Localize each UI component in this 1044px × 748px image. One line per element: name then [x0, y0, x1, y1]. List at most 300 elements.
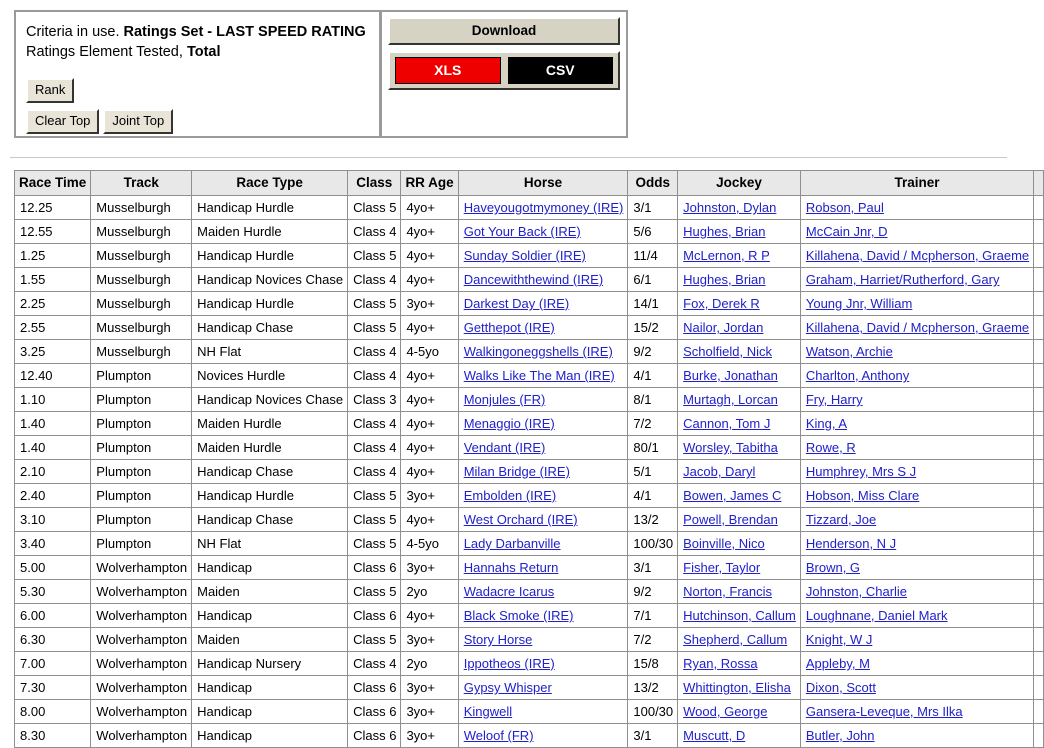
- cell-class: Class 4: [348, 364, 401, 388]
- cell-extra: [1034, 364, 1044, 388]
- cell-rr-age: 4yo+: [401, 268, 458, 292]
- cell-horse[interactable]: [458, 292, 628, 316]
- cell-track: Plumpton: [91, 364, 192, 388]
- cell-extra: [1034, 292, 1044, 316]
- table-row: [15, 196, 1044, 220]
- cell-trainer[interactable]: [800, 580, 1033, 604]
- cell-race-time: 3.25: [15, 340, 91, 364]
- table-header-row: [15, 171, 1044, 196]
- cell-trainer[interactable]: [800, 268, 1033, 292]
- cell-rr-age: 4yo+: [401, 508, 458, 532]
- cell-trainer-link[interactable]: Hobson, Miss Clare: [805, 488, 920, 503]
- cell-trainer-link[interactable]: McCain Jnr, D: [805, 224, 888, 239]
- cell-extra: [1034, 244, 1044, 268]
- table-row: [15, 364, 1044, 388]
- cell-jockey-link[interactable]: Boinville, Nico: [683, 536, 765, 551]
- cell-track: Wolverhampton: [91, 628, 192, 652]
- cell-class: Class 5: [348, 532, 401, 556]
- cell-trainer[interactable]: [800, 460, 1033, 484]
- cell-jockey[interactable]: [678, 412, 801, 436]
- cell-race-time: 6.00: [15, 604, 91, 628]
- cell-horse-link[interactable]: West Orchard (IRE): [463, 512, 578, 527]
- cell-jockey[interactable]: [678, 724, 801, 748]
- cell-trainer-link[interactable]: King, A: [805, 416, 848, 431]
- cell-class: Class 6: [348, 700, 401, 724]
- cell-race-time: 6.30: [15, 628, 91, 652]
- cell-trainer[interactable]: [800, 316, 1033, 340]
- cell-race-time: 7.00: [15, 652, 91, 676]
- cell-jockey[interactable]: [678, 436, 801, 460]
- cell-rr-age: 3yo+: [401, 292, 458, 316]
- cell-jockey[interactable]: [678, 364, 801, 388]
- cell-horse-link[interactable]: Vendant (IRE): [463, 440, 546, 455]
- cell-jockey-link[interactable]: Muscutt, D: [683, 728, 746, 743]
- clear-top-button[interactable]: Clear Top: [26, 109, 99, 134]
- cell-trainer[interactable]: [800, 220, 1033, 244]
- cell-horse[interactable]: [458, 460, 628, 484]
- table-row: [15, 220, 1044, 244]
- cell-track: Wolverhampton: [91, 556, 192, 580]
- cell-horse-link[interactable]: Weloof (FR): [463, 728, 534, 743]
- cell-race-type: NH Flat: [192, 340, 348, 364]
- criteria-element-prefix: Ratings Element Tested,: [26, 44, 183, 60]
- cell-track: Musselburgh: [91, 268, 192, 292]
- table-row: [15, 676, 1044, 700]
- joint-top-button[interactable]: Joint Top: [103, 109, 173, 134]
- cell-horse[interactable]: [458, 436, 628, 460]
- cell-track: Wolverhampton: [91, 604, 192, 628]
- cell-horse[interactable]: [458, 412, 628, 436]
- cell-extra: [1034, 628, 1044, 652]
- cell-trainer-link[interactable]: Fry, Harry: [805, 392, 863, 407]
- cell-extra: [1034, 532, 1044, 556]
- cell-jockey-link[interactable]: Burke, Jonathan: [683, 368, 778, 383]
- cell-race-time: 1.25: [15, 244, 91, 268]
- criteria-set-line: [26, 22, 369, 42]
- cell-jockey-link[interactable]: Fisher, Taylor: [683, 560, 761, 575]
- cell-race-time: 12.40: [15, 364, 91, 388]
- cell-jockey-link[interactable]: Scholfield, Nick: [683, 344, 773, 359]
- cell-jockey-link[interactable]: Whittington, Elisha: [683, 680, 791, 695]
- cell-trainer-link[interactable]: Johnston, Charlie: [805, 584, 908, 599]
- cell-race-type: Handicap Chase: [192, 460, 348, 484]
- cell-trainer-link[interactable]: Rowe, R: [805, 440, 856, 455]
- cell-jockey-link[interactable]: Johnston, Dylan: [683, 200, 777, 215]
- cell-trainer[interactable]: [800, 244, 1033, 268]
- cell-rr-age: 3yo+: [401, 556, 458, 580]
- cell-trainer-link[interactable]: Killahena, David / Mcpherson, Graeme: [805, 320, 1030, 335]
- cell-track: Musselburgh: [91, 316, 192, 340]
- column-header-extra: [1034, 171, 1044, 196]
- cell-race-time: 1.55: [15, 268, 91, 292]
- cell-race-type: Maiden Hurdle: [192, 436, 348, 460]
- column-header-track[interactable]: Track: [91, 171, 192, 196]
- cell-extra: [1034, 700, 1044, 724]
- cell-trainer[interactable]: [800, 388, 1033, 412]
- cell-track: Wolverhampton: [91, 724, 192, 748]
- cell-odds: 13/2: [628, 508, 678, 532]
- cell-trainer[interactable]: [800, 292, 1033, 316]
- cell-track: Plumpton: [91, 436, 192, 460]
- cell-race-time: 1.10: [15, 388, 91, 412]
- cell-extra: [1034, 508, 1044, 532]
- cell-race-type: Maiden: [192, 628, 348, 652]
- cell-race-time: 3.10: [15, 508, 91, 532]
- table-row: [15, 556, 1044, 580]
- cell-horse-link[interactable]: Sunday Soldier (IRE): [463, 248, 586, 263]
- cell-race-type: Handicap: [192, 700, 348, 724]
- cell-jockey[interactable]: [678, 292, 801, 316]
- cell-trainer[interactable]: [800, 652, 1033, 676]
- cell-rr-age: 3yo+: [401, 676, 458, 700]
- cell-race-type: Handicap: [192, 604, 348, 628]
- cell-race-time: 1.40: [15, 412, 91, 436]
- cell-jockey[interactable]: [678, 196, 801, 220]
- cell-track: Musselburgh: [91, 196, 192, 220]
- cell-horse[interactable]: [458, 316, 628, 340]
- column-header-class[interactable]: Class: [348, 171, 401, 196]
- cell-trainer-link[interactable]: Knight, W J: [805, 632, 873, 647]
- cell-extra: [1034, 580, 1044, 604]
- cell-race-type: Maiden: [192, 580, 348, 604]
- column-header-jockey[interactable]: Jockey: [678, 171, 801, 196]
- table-row: [15, 244, 1044, 268]
- cell-trainer-link[interactable]: Charlton, Anthony: [805, 368, 910, 383]
- cell-horse-link[interactable]: Gypsy Whisper: [463, 680, 552, 695]
- table-row: [15, 460, 1044, 484]
- cell-trainer-link[interactable]: Brown, G: [805, 560, 861, 575]
- cell-odds: 8/1: [628, 388, 678, 412]
- cell-jockey-link[interactable]: Wood, George: [683, 704, 768, 719]
- cell-extra: [1034, 676, 1044, 700]
- cell-horse-link[interactable]: Haveyougotmymoney (IRE): [463, 200, 624, 215]
- cell-trainer-link[interactable]: Young Jnr, William: [805, 296, 913, 311]
- cell-horse-link[interactable]: Ippotheos (IRE): [463, 656, 555, 671]
- cell-extra: [1034, 556, 1044, 580]
- table-row: [15, 436, 1044, 460]
- cell-odds: 15/8: [628, 652, 678, 676]
- table-row: [15, 580, 1044, 604]
- cell-track: Plumpton: [91, 388, 192, 412]
- cell-horse-link[interactable]: Kingwell: [463, 704, 513, 719]
- cell-horse[interactable]: [458, 244, 628, 268]
- cell-extra: [1034, 196, 1044, 220]
- cell-horse[interactable]: [458, 364, 628, 388]
- cell-trainer[interactable]: [800, 196, 1033, 220]
- cell-trainer-link[interactable]: Dixon, Scott: [805, 680, 876, 695]
- cell-track: Musselburgh: [91, 244, 192, 268]
- cell-race-time: 2.40: [15, 484, 91, 508]
- cell-rr-age: 4yo+: [401, 316, 458, 340]
- cell-extra: [1034, 484, 1044, 508]
- download-panel: [380, 10, 628, 138]
- cell-race-type: Maiden Hurdle: [192, 412, 348, 436]
- cell-extra: [1034, 268, 1044, 292]
- criteria-panel: [14, 10, 380, 138]
- cell-jockey[interactable]: [678, 508, 801, 532]
- cell-horse[interactable]: [458, 676, 628, 700]
- table-row: [15, 652, 1044, 676]
- cell-jockey-link[interactable]: Hughes, Brian: [683, 272, 766, 287]
- cell-class: Class 6: [348, 676, 401, 700]
- table-row: [15, 484, 1044, 508]
- cell-jockey-link[interactable]: McLernon, R P: [683, 248, 770, 263]
- table-row: [15, 532, 1044, 556]
- cell-race-type: Handicap Chase: [192, 508, 348, 532]
- cell-horse[interactable]: [458, 652, 628, 676]
- cell-odds: 100/30: [628, 700, 678, 724]
- cell-horse[interactable]: [458, 724, 628, 748]
- download-title: Download: [388, 17, 620, 45]
- cell-trainer[interactable]: [800, 532, 1033, 556]
- cell-horse-link[interactable]: Walkingoneggshells (IRE): [463, 344, 613, 359]
- cell-race-type: Maiden Hurdle: [192, 220, 348, 244]
- column-header-odds[interactable]: Odds: [628, 171, 678, 196]
- cell-trainer-link[interactable]: Robson, Paul: [805, 200, 884, 215]
- cell-rr-age: 4yo+: [401, 196, 458, 220]
- cell-jockey[interactable]: [678, 460, 801, 484]
- cell-jockey[interactable]: [678, 580, 801, 604]
- cell-class: Class 5: [348, 580, 401, 604]
- cell-race-type: Handicap Novices Chase: [192, 388, 348, 412]
- cell-trainer[interactable]: [800, 340, 1033, 364]
- cell-horse[interactable]: [458, 700, 628, 724]
- cell-jockey-link[interactable]: Hughes, Brian: [683, 224, 766, 239]
- cell-trainer[interactable]: [800, 556, 1033, 580]
- cell-jockey[interactable]: [678, 532, 801, 556]
- cell-horse-link[interactable]: Wadacre Icarus: [463, 584, 555, 599]
- cell-race-time: 5.30: [15, 580, 91, 604]
- cell-trainer[interactable]: [800, 700, 1033, 724]
- cell-extra: [1034, 652, 1044, 676]
- table-row: [15, 412, 1044, 436]
- cell-trainer[interactable]: [800, 676, 1033, 700]
- cell-race-type: Handicap Chase: [192, 316, 348, 340]
- cell-track: Wolverhampton: [91, 676, 192, 700]
- cell-jockey-link[interactable]: Norton, Francis: [683, 584, 773, 599]
- cell-horse[interactable]: [458, 340, 628, 364]
- cell-rr-age: 4yo+: [401, 412, 458, 436]
- cell-odds: 100/30: [628, 532, 678, 556]
- cell-trainer[interactable]: [800, 724, 1033, 748]
- download-csv-button[interactable]: CSV: [508, 57, 614, 84]
- cell-trainer[interactable]: [800, 484, 1033, 508]
- cell-trainer[interactable]: [800, 412, 1033, 436]
- cell-race-type: Handicap Hurdle: [192, 244, 348, 268]
- cell-horse[interactable]: [458, 580, 628, 604]
- cell-horse-link[interactable]: Black Smoke (IRE): [463, 608, 574, 623]
- cell-horse[interactable]: [458, 484, 628, 508]
- cell-horse-link[interactable]: Darkest Day (IRE): [463, 296, 570, 311]
- cell-jockey[interactable]: [678, 628, 801, 652]
- column-header-race-type[interactable]: Race Type: [192, 171, 348, 196]
- cell-class: Class 4: [348, 340, 401, 364]
- cell-odds: 7/2: [628, 412, 678, 436]
- table-row: [15, 724, 1044, 748]
- cell-class: Class 5: [348, 196, 401, 220]
- cell-trainer-link[interactable]: Killahena, David / Mcpherson, Graeme: [805, 248, 1030, 263]
- cell-horse-link[interactable]: Menaggio (IRE): [463, 416, 555, 431]
- cell-jockey-link[interactable]: Fox, Derek R: [683, 296, 760, 311]
- cell-jockey[interactable]: [678, 388, 801, 412]
- cell-odds: 14/1: [628, 292, 678, 316]
- top-controls-row: [26, 109, 369, 134]
- cell-trainer-link[interactable]: Henderson, N J: [805, 536, 897, 551]
- cell-trainer[interactable]: [800, 364, 1033, 388]
- cell-horse-link[interactable]: Lady Darbanville: [463, 536, 561, 551]
- cell-jockey[interactable]: [678, 556, 801, 580]
- cell-horse-link[interactable]: Embolden (IRE): [463, 488, 557, 503]
- cell-horse-link[interactable]: Dancewiththewind (IRE): [463, 272, 604, 287]
- cell-horse[interactable]: [458, 508, 628, 532]
- rank-row: [26, 78, 369, 103]
- cell-track: Plumpton: [91, 532, 192, 556]
- cell-trainer-link[interactable]: Watson, Archie: [805, 344, 893, 359]
- table-row: [15, 508, 1044, 532]
- cell-rr-age: 4yo+: [401, 364, 458, 388]
- cell-extra: [1034, 604, 1044, 628]
- column-header-trainer[interactable]: Trainer: [800, 171, 1033, 196]
- cell-extra: [1034, 340, 1044, 364]
- cell-class: Class 4: [348, 268, 401, 292]
- cell-extra: [1034, 388, 1044, 412]
- cell-horse[interactable]: [458, 388, 628, 412]
- cell-jockey[interactable]: [678, 700, 801, 724]
- cell-jockey-link[interactable]: Jacob, Daryl: [683, 464, 756, 479]
- criteria-element-value: Total: [186, 44, 221, 60]
- cell-odds: 7/1: [628, 604, 678, 628]
- cell-jockey-link[interactable]: Cannon, Tom J: [683, 416, 771, 431]
- cell-horse[interactable]: [458, 220, 628, 244]
- cell-odds: 11/4: [628, 244, 678, 268]
- cell-jockey-link[interactable]: Hutchinson, Callum: [683, 608, 796, 623]
- cell-horse-link[interactable]: Story Horse: [463, 632, 533, 647]
- cell-trainer-link[interactable]: Appleby, M: [805, 656, 870, 671]
- cell-horse-link[interactable]: Monjules (FR): [463, 392, 546, 407]
- section-divider: [10, 157, 1007, 158]
- cell-race-time: 5.00: [15, 556, 91, 580]
- cell-extra: [1034, 412, 1044, 436]
- cell-class: Class 6: [348, 604, 401, 628]
- cell-trainer[interactable]: [800, 628, 1033, 652]
- cell-rr-age: 4-5yo: [401, 340, 458, 364]
- cell-jockey[interactable]: [678, 268, 801, 292]
- cell-jockey-link[interactable]: Powell, Brendan: [683, 512, 778, 527]
- table-row: [15, 316, 1044, 340]
- table-row: [15, 268, 1044, 292]
- cell-odds: 9/2: [628, 340, 678, 364]
- cell-jockey[interactable]: [678, 244, 801, 268]
- table-row: [15, 700, 1044, 724]
- cell-trainer[interactable]: [800, 436, 1033, 460]
- cell-horse-link[interactable]: Milan Bridge (IRE): [463, 464, 570, 479]
- cell-jockey[interactable]: [678, 604, 801, 628]
- cell-class: Class 4: [348, 652, 401, 676]
- criteria-set-value: Ratings Set - LAST SPEED RATING: [123, 24, 366, 40]
- cell-horse-link[interactable]: Walks Like The Man (IRE): [463, 368, 615, 383]
- cell-rr-age: 4-5yo: [401, 532, 458, 556]
- cell-trainer-link[interactable]: Gansera-Leveque, Mrs Ilka: [805, 704, 963, 719]
- cell-jockey[interactable]: [678, 652, 801, 676]
- download-xls-button[interactable]: XLS: [395, 57, 501, 84]
- column-header-rr-age[interactable]: RR Age: [401, 171, 458, 196]
- cell-trainer-link[interactable]: Butler, John: [805, 728, 875, 743]
- cell-horse-link[interactable]: Getthepot (IRE): [463, 320, 555, 335]
- cell-race-type: Handicap: [192, 556, 348, 580]
- cell-track: Wolverhampton: [91, 652, 192, 676]
- criteria-prefix: Criteria in use.: [26, 24, 120, 40]
- cell-class: Class 4: [348, 460, 401, 484]
- cell-class: Class 5: [348, 316, 401, 340]
- cell-jockey[interactable]: [678, 676, 801, 700]
- column-header-horse[interactable]: Horse: [458, 171, 628, 196]
- cell-odds: 5/6: [628, 220, 678, 244]
- cell-horse[interactable]: [458, 628, 628, 652]
- cell-jockey-link[interactable]: Worsley, Tabitha: [683, 440, 778, 455]
- cell-trainer[interactable]: [800, 508, 1033, 532]
- cell-jockey-link[interactable]: Nailor, Jordan: [683, 320, 764, 335]
- cell-trainer-link[interactable]: Tizzard, Joe: [805, 512, 877, 527]
- cell-rr-age: 3yo+: [401, 484, 458, 508]
- cell-trainer-link[interactable]: Loughnane, Daniel Mark: [805, 608, 948, 623]
- cell-extra: [1034, 436, 1044, 460]
- cell-jockey-link[interactable]: Bowen, James C: [683, 488, 782, 503]
- cell-jockey[interactable]: [678, 316, 801, 340]
- cell-race-time: 2.10: [15, 460, 91, 484]
- cell-jockey-link[interactable]: Ryan, Rossa: [683, 656, 758, 671]
- cell-track: Plumpton: [91, 508, 192, 532]
- cell-jockey[interactable]: [678, 484, 801, 508]
- cell-track: Musselburgh: [91, 292, 192, 316]
- cell-race-time: 1.40: [15, 436, 91, 460]
- cell-jockey[interactable]: [678, 220, 801, 244]
- cell-rr-age: 4yo+: [401, 604, 458, 628]
- cell-horse[interactable]: [458, 556, 628, 580]
- cell-odds: 6/1: [628, 268, 678, 292]
- cell-class: Class 6: [348, 556, 401, 580]
- cell-class: Class 5: [348, 628, 401, 652]
- cell-odds: 3/1: [628, 724, 678, 748]
- cell-horse[interactable]: [458, 268, 628, 292]
- cell-jockey-link[interactable]: Shepherd, Callum: [683, 632, 788, 647]
- cell-track: Wolverhampton: [91, 580, 192, 604]
- cell-race-type: Handicap Hurdle: [192, 292, 348, 316]
- cell-horse[interactable]: [458, 532, 628, 556]
- rank-button[interactable]: Rank: [26, 78, 74, 103]
- cell-race-time: 8.30: [15, 724, 91, 748]
- cell-trainer-link[interactable]: Humphrey, Mrs S J: [805, 464, 917, 479]
- cell-rr-age: 4yo+: [401, 244, 458, 268]
- cell-horse[interactable]: [458, 196, 628, 220]
- cell-extra: [1034, 220, 1044, 244]
- top-panel: [14, 10, 628, 138]
- cell-trainer-link[interactable]: Graham, Harriet/Rutherford, Gary: [805, 272, 1000, 287]
- cell-class: Class 5: [348, 244, 401, 268]
- cell-track: Wolverhampton: [91, 700, 192, 724]
- cell-track: Musselburgh: [91, 220, 192, 244]
- cell-race-time: 2.25: [15, 292, 91, 316]
- cell-rr-age: 4yo+: [401, 220, 458, 244]
- cell-odds: 3/1: [628, 196, 678, 220]
- cell-horse[interactable]: [458, 604, 628, 628]
- cell-jockey-link[interactable]: Murtagh, Lorcan: [683, 392, 778, 407]
- table-row: [15, 604, 1044, 628]
- cell-horse-link[interactable]: Got Your Back (IRE): [463, 224, 581, 239]
- cell-trainer[interactable]: [800, 604, 1033, 628]
- column-header-race-time[interactable]: Race Time: [15, 171, 91, 196]
- cell-horse-link[interactable]: Hannahs Return: [463, 560, 559, 575]
- cell-jockey[interactable]: [678, 340, 801, 364]
